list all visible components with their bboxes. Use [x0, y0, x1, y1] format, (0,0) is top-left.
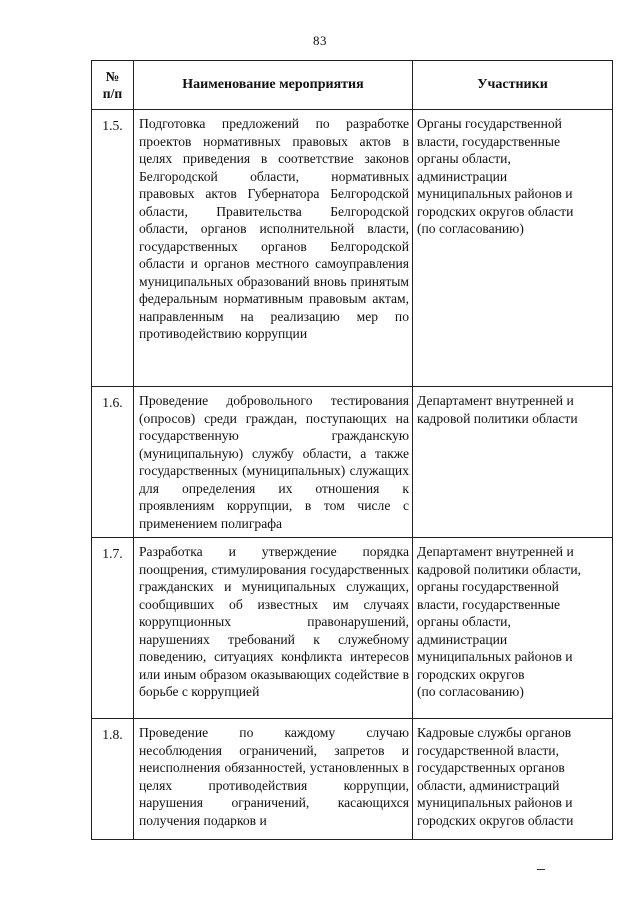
scan-mark [537, 869, 545, 870]
participants-line: органы области, [417, 151, 511, 166]
participants-line: Кадровые службы органов [417, 725, 572, 740]
measure-name: Проведение добровольного тестирования (опросов) среди граждан, поступающих на государственную гражданскую (муниципальную) службу области, а также государственных (муниципальных) служащих для определения их отношения к проявлениям коррупции, в том числе с применением полиграфа [134, 387, 413, 538]
participants-cell [413, 387, 613, 538]
participants-line: (по согласованию) [417, 221, 524, 236]
participants-cell [413, 719, 613, 840]
row-number: 1.5. [92, 110, 134, 387]
participants-line: государственной власти, [417, 742, 559, 758]
participants-line: кадровой политики области [417, 410, 578, 426]
participants-line: администрации [417, 168, 508, 184]
participants-line: кадровой политики области, [417, 561, 582, 577]
table-row [92, 110, 613, 387]
header-number [92, 61, 134, 110]
participants-line: органы государственной [417, 579, 559, 594]
row-number: 1.8. [92, 719, 134, 840]
measure-name: Разработка и утверждение порядка поощрения, стимулирования государственных гражданских и муниципальных служащих, сообщивших об известных им случаях коррупционных правонарушений, нарушениях требований к служебному поведению, ситуациях конфликта интересов или иным образом оказывающих содействие в борьбе с коррупцией [134, 538, 413, 719]
participants-cell [413, 538, 613, 719]
header-participants: Участники [413, 61, 613, 110]
table-row [92, 538, 613, 719]
table-row [92, 719, 613, 840]
participants-line: муниципальных районов и [417, 186, 573, 201]
participants-line: власти, государственные [417, 596, 561, 612]
header-measure-name: Наименование мероприятия [134, 61, 413, 110]
participants-line: государственных органов [417, 760, 565, 775]
header-number-symbol: № [105, 69, 120, 84]
participants-line: городских округов области [417, 812, 574, 828]
participants-line: Департамент внутренней и [417, 544, 574, 559]
participants-line: администрации [417, 631, 508, 647]
participants-line: (по согласованию) [417, 684, 524, 699]
participants-line: области, администраций [417, 777, 560, 793]
row-number: 1.7. [92, 538, 134, 719]
participants-line: городских округов [417, 666, 525, 682]
table-row [92, 387, 613, 538]
participants-line: муниципальных районов и [417, 795, 573, 810]
participants-line: городских округов области [417, 203, 574, 219]
measure-name: Подготовка предложений по разработке проектов нормативных правовых актов в целях приведения в соответствие законов Белгородской области, нормативных правовых актов Губернатора Белгородской области, Правительства Белгородской области, органов исполнительной власти, государственных органов Белгородской области и органов местного самоуправления муниципальных образований вновь принятым федеральным нормативным правовым актам, направленным на реализацию мер по противодействию коррупции [134, 110, 413, 387]
row-number: 1.6. [92, 387, 134, 538]
measures-table [91, 60, 613, 840]
header-number-abbr: п/п [102, 86, 123, 101]
page-number: 83 [313, 33, 327, 48]
participants-line: органы области, [417, 614, 511, 629]
participants-line: муниципальных районов и [417, 649, 573, 664]
participants-cell [413, 110, 613, 387]
measure-name: Проведение по каждому случаю несоблюдения ограничений, запретов и неисполнения обязанностей, установленных в целях противодействия коррупции, нарушения ограничений, касающихся получения подарков и [134, 719, 413, 840]
table-header-row [92, 61, 613, 110]
participants-line: власти, государственные [417, 133, 561, 149]
participants-line: Органы государственной [417, 116, 562, 131]
participants-line: Департамент внутренней и [417, 393, 574, 408]
